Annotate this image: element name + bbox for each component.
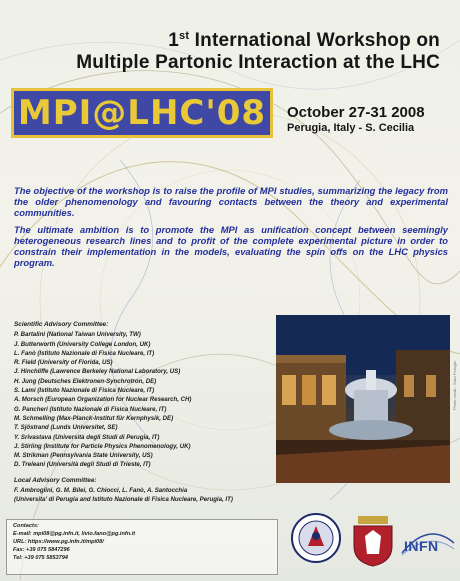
event-dates: October 27-31 2008 [287,104,425,121]
event-logo-text: MPI@LHC'08 [17,93,267,133]
committee-member: G. Pancheri (Istituto Nazionale di Fisica Nucleare, IT) [14,405,167,413]
committee-member: P. Bartalini (National Taiwan University, TW) [14,331,141,339]
contact-fax: Fax: +39 075 5847296 [13,547,70,553]
committee-member: J. Butterworth (University College London, UK) [14,340,151,348]
perugia-night-photo [276,315,450,483]
objective-paragraph: The objective of the workshop is to raise the profile of MPI studies, summarizing the legacy from the older phenomenology and favouring contacts between the theory and experimental communities. [14,185,448,218]
committee-member: D. Treleani (Università degli Studi di Trieste, IT) [14,461,151,469]
workshop-title-line2: Multiple Partonic Interaction at the LHC [76,52,440,73]
scientific-advisory-committee [14,320,314,505]
committee-member: Y. Srivastava (Università degli Studi di Perugia, IT) [14,433,160,441]
committee-member: R. Field (University of Florida, US) [14,359,113,367]
contacts-box [6,519,278,575]
workshop-title-line1: 1st International Workshop on [168,30,440,51]
committee-member: J. Stirling (Institute for Particle Physics Phenomenology, UK) [14,442,191,450]
contact-email: E-mail: mpi08@pg.infn.it, livio.fano@pg.infn.it [13,531,136,537]
event-location: Perugia, Italy - S. Cecilia [287,122,415,134]
committee-member: M. Strikman (Pennsylvania State University, US) [14,452,153,460]
local-committee-affiliation: (Universita' di Perugia and Istituto Nazionale di Fisica Nucleare, Perugia, IT) [14,496,233,504]
infn-logo-text: INFN [404,538,439,554]
committee-member: J. Hinchliffe (Lawrence Berkeley National Laboratory, US) [14,368,181,376]
city-coat-of-arms-icon [350,514,396,568]
fountain-photo-illustration [276,315,450,483]
committee-member: S. Lami (Istituto Nazionale di Fisica Nucleare, IT) [14,387,155,395]
committee-member: M. Schmelling (Max-Planck-Institut für Kernphysik, DE) [14,414,174,422]
local-committee-members: F. Ambroglini, G. M. Bilei, G. Chiocci, L. Fanò, A. Santocchia [14,487,188,495]
objective-paragraph: The ultimate ambition is to promote the MPI as unification concept between seemingly heterogeneous research lines and to profit of the complete experimental picture in order to constrain their implementation in the models, evaluating the spin offs on the LHC physics program. [14,224,448,268]
workshop-objectives [14,185,448,274]
committee-heading: Scientific Advisory Committee: [14,321,109,328]
event-logo-banner [11,88,273,138]
committee-member: A. Morsch (European Organization for Nuclear Research, CH) [14,396,192,404]
committee-member: H. Jung (Deutsches Elektronen-Synchrotron, DE) [14,377,157,385]
committee-member: L. Fanò (Istituto Nazionale di Fisica Nucleare, IT) [14,349,155,357]
contact-tel: Tel: +39 075 5853794 [13,555,68,561]
committee-member: T. Sjöstrand (Lunds Universitet, SE) [14,424,118,432]
photo-credit: Photo credit - Sisto Perugia [452,361,457,410]
contact-url: URL: https://www.pg.infn.it/mpi08/ [13,539,104,545]
contacts-heading: Contacts: [13,523,39,529]
university-seal-icon [290,512,342,564]
local-committee-heading: Local Advisory Committee: [14,476,97,484]
